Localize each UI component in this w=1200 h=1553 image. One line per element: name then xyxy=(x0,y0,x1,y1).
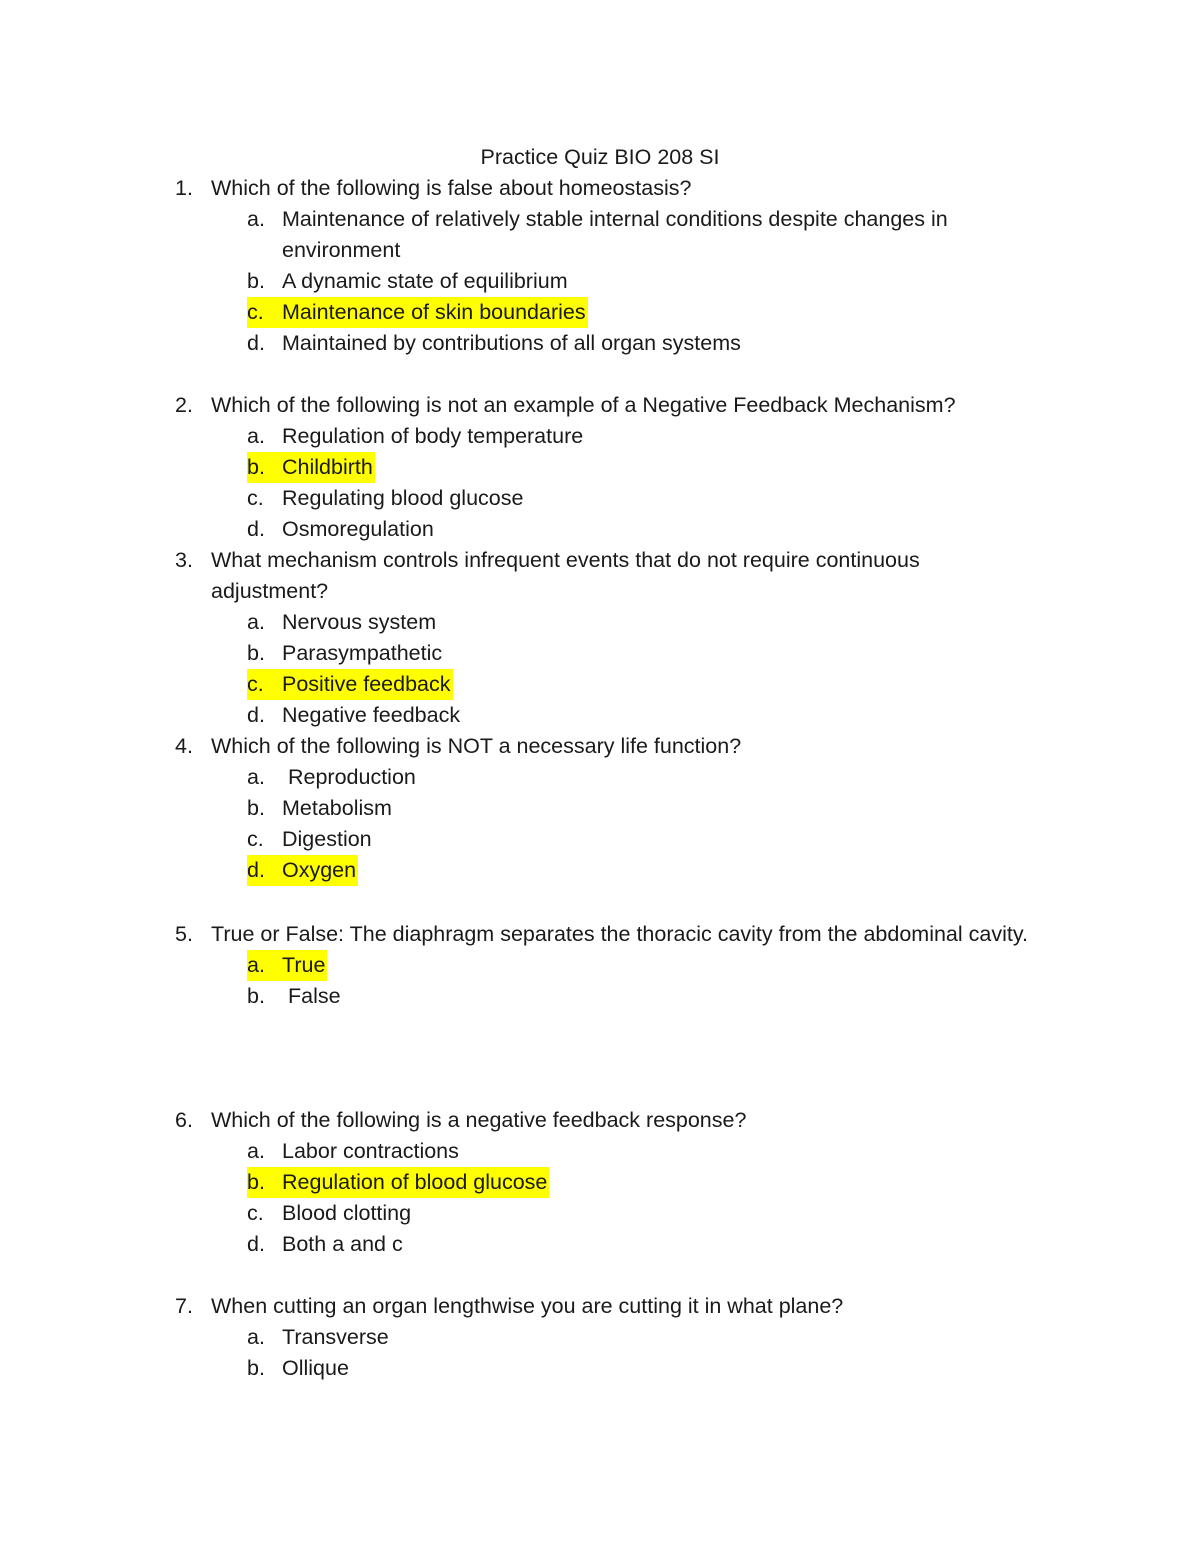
question-number: 5. xyxy=(175,922,193,946)
option-list xyxy=(247,762,1055,886)
option-b: b. A dynamic state of equilibrium xyxy=(247,269,568,293)
question-text: What mechanism controls infrequent events that do not require continuous adjustment? xyxy=(211,548,920,603)
option-d xyxy=(247,855,1055,886)
question-number: 1. xyxy=(175,176,193,200)
page-title: Practice Quiz BIO 208 SI xyxy=(480,145,720,169)
option-a: a. Transverse xyxy=(247,1325,389,1349)
answer-highlight: b. Childbirth xyxy=(247,452,375,483)
option-list xyxy=(247,950,1055,1012)
option-list xyxy=(247,1136,1055,1260)
question-text: Which of the following is a negative feedback response? xyxy=(211,1108,747,1132)
option-c xyxy=(247,669,1055,700)
option-a: a. Reproduction xyxy=(247,765,416,789)
question-number: 7. xyxy=(175,1294,193,1318)
option-c: c. Regulating blood glucose xyxy=(247,486,524,510)
answer-highlight: b. Regulation of blood glucose xyxy=(247,1167,549,1198)
question-3 xyxy=(175,545,1055,731)
answer-highlight: c. Positive feedback xyxy=(247,669,453,700)
option-d: d. Both a and c xyxy=(247,1232,403,1256)
option-b: b. Parasympathetic xyxy=(247,641,443,665)
option-c: c. Digestion xyxy=(247,827,372,851)
question-number: 4. xyxy=(175,734,193,758)
answer-highlight: a. True xyxy=(247,950,327,981)
question-text: True or False: The diaphragm separates the thoracic cavity from the abdominal cavity. xyxy=(211,922,1028,946)
question-6 xyxy=(175,1105,1055,1260)
question-number: 6. xyxy=(175,1108,193,1132)
question-1 xyxy=(175,173,1055,359)
answer-highlight: c. Maintenance of skin boundaries xyxy=(247,297,588,328)
option-b: b. Metabolism xyxy=(247,796,392,820)
option-a: a. Nervous system xyxy=(247,610,437,634)
option-b xyxy=(247,1167,1055,1198)
question-7 xyxy=(175,1291,1055,1384)
option-a xyxy=(247,950,1055,981)
option-c xyxy=(247,297,1055,328)
question-2 xyxy=(175,390,1055,545)
option-a: a. Maintenance of relatively stable internal conditions despite changes in environment xyxy=(247,207,948,262)
question-number: 3. xyxy=(175,548,193,572)
option-b: b. Ollique xyxy=(247,1356,349,1380)
option-a: a. Regulation of body temperature xyxy=(247,424,584,448)
option-d: d. Maintained by contributions of all organ systems xyxy=(247,331,741,355)
option-list xyxy=(247,204,1055,359)
option-list xyxy=(247,1322,1055,1384)
option-b xyxy=(247,452,1055,483)
question-text: Which of the following is NOT a necessary life function? xyxy=(211,734,742,758)
option-b: b. False xyxy=(247,984,341,1008)
option-d: d. Osmoregulation xyxy=(247,517,434,541)
question-number: 2. xyxy=(175,393,193,417)
question-text: When cutting an organ lengthwise you are cutting it in what plane? xyxy=(211,1294,844,1318)
answer-highlight: d. Oxygen xyxy=(247,855,358,886)
question-4 xyxy=(175,731,1055,886)
option-c: c. Blood clotting xyxy=(247,1201,412,1225)
question-text: Which of the following is false about homeostasis? xyxy=(211,176,692,200)
question-text: Which of the following is not an example of a Negative Feedback Mechanism? xyxy=(211,393,956,417)
question-5 xyxy=(175,919,1055,1012)
option-d: d. Negative feedback xyxy=(247,703,461,727)
option-list xyxy=(247,421,1055,545)
option-list xyxy=(247,607,1055,731)
option-a: a. Labor contractions xyxy=(247,1139,459,1163)
